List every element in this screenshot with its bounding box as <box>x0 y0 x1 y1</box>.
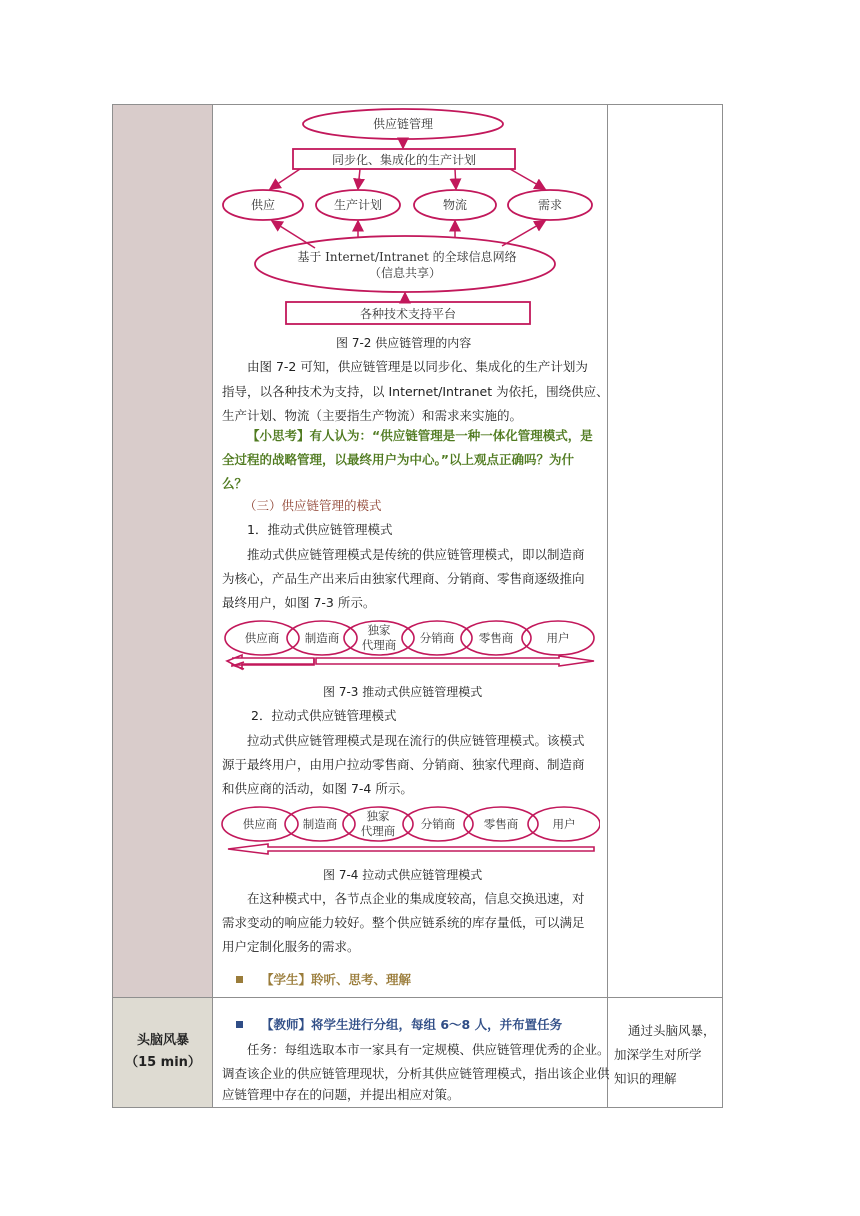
fig73-caption: 图 7-3 推动式供应链管理模式 <box>323 685 483 699</box>
stage-label: 头脑风暴 <box>136 1033 189 1048</box>
think-line2: 全过程的战略管理，以最终用户为中心。”以上观点正确吗？为什 <box>222 452 574 467</box>
think-line3: 么？ <box>222 476 248 491</box>
fig72-caption: 图 7-2 供应链管理的内容 <box>336 336 472 350</box>
section3-heading: （三）供应链管理的模式 <box>244 498 382 513</box>
push-node: 零售商 <box>478 631 514 645</box>
pull-node: 供应商 <box>242 817 278 831</box>
end-line3: 用户定制化服务的需求。 <box>222 939 360 954</box>
fig72-plan: 同步化、集成化的生产计划 <box>331 153 477 167</box>
figure-7-4 <box>220 804 600 858</box>
pull-node: 用户 <box>552 817 576 831</box>
task-line3: 应链管理中存在的问题，并提出相应对策。 <box>222 1087 460 1102</box>
student-activity <box>236 968 411 992</box>
pull-node: 分销商 <box>420 817 456 831</box>
fig72-node: 生产计划 <box>333 198 383 212</box>
push-heading: 1．推动式供应链管理模式 <box>247 522 393 537</box>
intent-line-3: 知识的理解 <box>614 1071 677 1086</box>
fig74-caption: 图 7-4 拉动式供应链管理模式 <box>323 868 483 882</box>
teacher-activity-label: 【教师】将学生进行分组，每组 6～8 人，并布置任务 <box>261 1017 563 1032</box>
think-line1: 【小思考】有人认为：“供应链管理是一种一体化管理模式，是 <box>247 428 593 443</box>
para1-line2: 指导，以各种技术为支持，以 Internet/Intranet 为依托，围绕供应、 <box>222 384 609 399</box>
fig72-top: 供应链管理 <box>372 117 434 131</box>
para1-line1: 由图 7-2 可知，供应链管理是以同步化、集成化的生产计划为 <box>247 359 588 374</box>
task-line1: 任务：每组选取本市一家具有一定规模、供应链管理优秀的企业。 <box>247 1042 610 1057</box>
fig72-node: 物流 <box>442 198 468 212</box>
pull-line3: 和供应商的活动，如图 7-4 所示。 <box>222 781 413 796</box>
pull-line2: 源于最终用户，由用户拉动零售商、分销商、独家代理商、制造商 <box>222 757 585 772</box>
stage-cell-brainstorm <box>113 998 213 1107</box>
intent-line-2: 加深学生对所学 <box>614 1047 702 1062</box>
pull-node: 代理商 <box>360 824 396 838</box>
push-line3: 最终用户，如图 7-3 所示。 <box>222 595 376 610</box>
figure-7-3 <box>224 619 600 671</box>
intent-cell-top <box>608 105 722 998</box>
push-node: 供应商 <box>244 631 280 645</box>
push-node: 制造商 <box>304 631 340 645</box>
pull-node: 独家 <box>366 809 390 823</box>
pull-node: 制造商 <box>302 817 338 831</box>
intent-line-1: 通过头脑风暴， <box>628 1023 716 1038</box>
fig72-network-sub: （信息共享） <box>368 266 442 280</box>
task-line2: 调查该企业的供应链管理现状，分析其供应链管理模式，指出该企业供 <box>222 1066 610 1081</box>
pull-node: 零售商 <box>483 817 519 831</box>
push-node: 分销商 <box>419 631 455 645</box>
push-node: 代理商 <box>361 638 397 652</box>
figure-7-2 <box>220 106 600 328</box>
end-line1: 在这种模式中，各节点企业的集成度较高，信息交换迅速，对 <box>247 891 585 906</box>
push-node: 用户 <box>546 631 570 645</box>
bullet-square-icon <box>236 976 243 983</box>
fig72-platform: 各种技术支持平台 <box>359 307 457 321</box>
push-line2: 为核心，产品生产出来后由独家代理商、分销商、零售商逐级推向 <box>222 571 585 586</box>
pull-heading: 2．拉动式供应链管理模式 <box>251 708 397 723</box>
fig72-node: 供应 <box>250 198 276 212</box>
intent-cell-brainstorm <box>608 998 722 1107</box>
fig72-network: 基于 Internet/Intranet 的全球信息网络 <box>297 250 517 264</box>
student-activity-label: 【学生】聆听、思考、理解 <box>261 972 412 987</box>
fig72-node: 需求 <box>537 198 563 212</box>
stage-time: （15 min） <box>125 1055 201 1070</box>
stage-cell-top <box>113 105 213 998</box>
end-line2: 需求变动的响应能力较好。整个供应链系统的库存量低，可以满足 <box>222 915 585 930</box>
teacher-activity <box>236 1013 562 1037</box>
bullet-square-icon <box>236 1021 243 1028</box>
pull-line1: 拉动式供应链管理模式是现在流行的供应链管理模式。该模式 <box>247 733 585 748</box>
push-node: 独家 <box>367 623 391 637</box>
para1-line3: 生产计划、物流（主要指生产物流）和需求来实施的。 <box>222 408 523 423</box>
push-line1: 推动式供应链管理模式是传统的供应链管理模式，即以制造商 <box>247 547 585 562</box>
